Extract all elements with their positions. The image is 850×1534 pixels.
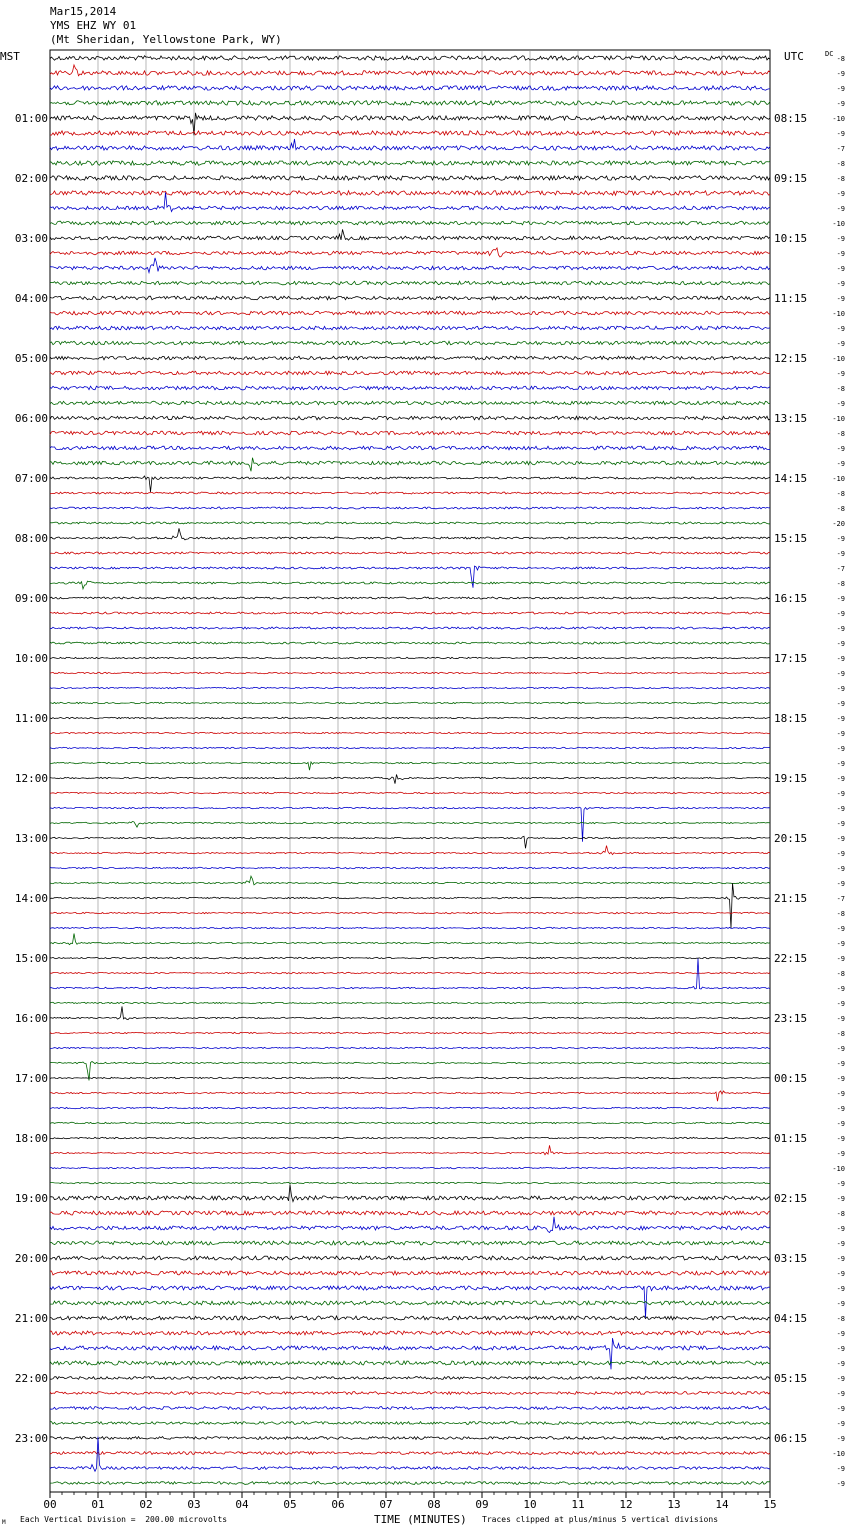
- dc-offset-label: -9: [836, 70, 845, 78]
- dc-offset-label: -9: [836, 535, 845, 543]
- dc-offset-label: -9: [836, 205, 845, 213]
- dc-offset-label: -9: [836, 655, 845, 663]
- mst-hour-label: 15:00: [14, 952, 48, 965]
- utc-hour-label: 11:15: [774, 292, 808, 305]
- seismic-trace-row: [50, 248, 770, 257]
- dc-offset-label: -9: [836, 1000, 845, 1008]
- utc-hour-label: 23:15: [774, 1012, 808, 1025]
- dc-offset-label: -9: [836, 325, 845, 333]
- dc-offset-label: -9: [836, 1420, 845, 1428]
- seismic-trace-row: [50, 762, 770, 770]
- mst-hour-label: 17:00: [14, 1072, 48, 1085]
- x-tick-label: 02: [139, 1498, 153, 1511]
- seismic-trace-row: [50, 1286, 770, 1318]
- mst-hour-label: 20:00: [14, 1252, 48, 1265]
- utc-hour-label: 06:15: [774, 1432, 808, 1445]
- dc-offset-label: -9: [836, 1150, 845, 1158]
- seismic-trace-row: [50, 1301, 770, 1305]
- utc-hour-label: 01:15: [774, 1132, 808, 1145]
- x-tick-label: 15: [763, 1498, 777, 1511]
- plot-frame: [50, 50, 770, 1492]
- seismic-trace-row: [50, 807, 770, 842]
- dc-offset-label: -20: [832, 520, 845, 528]
- dc-offset-label: -9: [836, 1375, 845, 1383]
- seismic-trace-row: [50, 627, 770, 629]
- seismic-trace-row: [50, 792, 770, 793]
- seismic-trace-row: [50, 775, 770, 784]
- mst-hour-label: 03:00: [14, 232, 48, 245]
- dc-offset-label: -9: [836, 295, 845, 303]
- dc-offset-label: -9: [836, 1435, 845, 1443]
- x-tick-label: 12: [619, 1498, 633, 1511]
- seismic-trace-row: [50, 416, 770, 420]
- dc-offset-label: -8: [836, 160, 845, 168]
- dc-header-label: DC: [825, 50, 834, 58]
- dc-offset-label: -8: [836, 55, 845, 63]
- utc-hour-label: 03:15: [774, 1252, 808, 1265]
- dc-offset-label: -7: [836, 565, 845, 573]
- seismic-trace-row: [50, 371, 770, 375]
- seismic-trace-row: [50, 131, 770, 135]
- seismic-trace-row: [50, 1122, 770, 1123]
- mst-hour-label: 01:00: [14, 112, 48, 125]
- mst-hour-label: 19:00: [14, 1192, 48, 1205]
- seismic-trace-row: [50, 912, 770, 913]
- seismic-trace-row: [50, 1107, 770, 1108]
- dc-offset-label: -9: [836, 805, 845, 813]
- dc-offset-label: -9: [836, 100, 845, 108]
- dc-offset-label: -9: [836, 730, 845, 738]
- seismic-trace-row: [50, 1145, 770, 1154]
- dc-offset-label: -9: [836, 985, 845, 993]
- mst-hour-label: 21:00: [14, 1312, 48, 1325]
- mst-hour-label: 14:00: [14, 892, 48, 905]
- seismic-trace-row: [50, 1047, 770, 1048]
- seismic-trace-row: [50, 717, 770, 718]
- dc-offset-label: -9: [836, 1015, 845, 1023]
- dc-offset-label: -9: [836, 1345, 845, 1353]
- utc-hour-label: 19:15: [774, 772, 808, 785]
- mst-hour-label: 16:00: [14, 1012, 48, 1025]
- x-tick-label: 09: [475, 1498, 489, 1511]
- dc-offset-label: -10: [832, 1450, 845, 1458]
- station-location: (Mt Sheridan, Yellowstone Park, WY): [50, 33, 282, 46]
- seismic-trace-row: [50, 161, 770, 165]
- seismic-trace-row: [50, 672, 770, 673]
- utc-hour-label: 12:15: [774, 352, 808, 365]
- utc-hour-label: 21:15: [774, 892, 808, 905]
- dc-offset-label: -8: [836, 1030, 845, 1038]
- dc-offset-label: -9: [836, 820, 845, 828]
- dc-offset-label: -8: [836, 1210, 845, 1218]
- seismic-trace-row: [50, 446, 770, 450]
- dc-offset-label: -9: [836, 1270, 845, 1278]
- seismic-trace-row: [50, 1137, 770, 1138]
- dc-offset-label: -9: [836, 1405, 845, 1413]
- dc-offset-label: -9: [836, 85, 845, 93]
- seismic-trace-row: [50, 101, 770, 105]
- seismic-trace-row: [50, 492, 770, 494]
- x-tick-label: 05: [283, 1498, 297, 1511]
- mst-hour-label: 05:00: [14, 352, 48, 365]
- dc-offset-label: -9: [836, 1225, 845, 1233]
- clip-note: Traces clipped at plus/minus 5 vertical divisions: [482, 1515, 719, 1524]
- vertical-division-note: Each Vertical Division = 200.00 microvolts: [20, 1515, 228, 1524]
- seismic-trace-row: [50, 528, 770, 540]
- dc-offset-label: -8: [836, 1315, 845, 1323]
- seismic-trace-row: [50, 883, 770, 928]
- utc-hour-label: 22:15: [774, 952, 808, 965]
- x-tick-label: 00: [43, 1498, 57, 1511]
- dc-offset-label: -9: [836, 370, 845, 378]
- seismic-trace-row: [50, 221, 770, 225]
- seismic-trace-row: [50, 1006, 770, 1019]
- dc-offset-label: -9: [836, 700, 845, 708]
- dc-offset-label: -9: [836, 925, 845, 933]
- dc-offset-label: -9: [836, 235, 845, 243]
- seismic-trace-row: [50, 65, 770, 76]
- dc-offset-label: -8: [836, 430, 845, 438]
- dc-offset-label: -10: [832, 355, 845, 363]
- utc-hour-label: 18:15: [774, 712, 808, 725]
- dc-offset-label: -9: [836, 685, 845, 693]
- dc-offset-label: -8: [836, 175, 845, 183]
- dc-offset-label: -9: [836, 775, 845, 783]
- dc-offset-label: -9: [836, 880, 845, 888]
- seismic-trace-row: [50, 229, 770, 240]
- seismic-trace-row: [50, 86, 770, 90]
- dc-offset-label: -9: [836, 1075, 845, 1083]
- seismic-trace-row: [50, 934, 770, 945]
- dc-offset-label: -9: [836, 1255, 845, 1263]
- seismic-trace-row: [50, 597, 770, 599]
- seismic-trace-row: [50, 1032, 770, 1033]
- seismic-trace-row: [50, 1316, 770, 1320]
- seismic-trace-row: [50, 566, 770, 588]
- dc-offset-label: -9: [836, 595, 845, 603]
- dc-offset-label: -10: [832, 310, 845, 318]
- utc-hour-label: 10:15: [774, 232, 808, 245]
- dc-offset-label: -9: [836, 1090, 845, 1098]
- seismic-trace-row: [50, 1377, 770, 1380]
- utc-hour-label: 16:15: [774, 592, 808, 605]
- dc-offset-label: -9: [836, 955, 845, 963]
- seismic-trace-row: [50, 821, 770, 827]
- dc-offset-label: -9: [836, 790, 845, 798]
- seismic-trace-row: [50, 507, 770, 509]
- dc-offset-label: -9: [836, 1390, 845, 1398]
- x-tick-label: 14: [715, 1498, 729, 1511]
- dc-offset-label: -9: [836, 1330, 845, 1338]
- x-tick-label: 01: [91, 1498, 105, 1511]
- seismic-trace-row: [50, 1437, 770, 1440]
- seismic-trace-row: [50, 1407, 770, 1410]
- dc-offset-label: -9: [836, 745, 845, 753]
- dc-offset-label: -9: [836, 1105, 845, 1113]
- utc-hour-label: 14:15: [774, 472, 808, 485]
- seismic-trace-row: [50, 431, 770, 435]
- seismic-trace-row: [50, 326, 770, 330]
- mst-hour-label: 11:00: [14, 712, 48, 725]
- dc-offset-label: -9: [836, 850, 845, 858]
- dc-offset-label: -7: [836, 895, 845, 903]
- dc-offset-label: -9: [836, 835, 845, 843]
- x-tick-label: 10: [523, 1498, 537, 1511]
- mst-hour-label: 23:00: [14, 1432, 48, 1445]
- seismic-trace-row: [50, 1185, 770, 1202]
- mst-hour-label: 04:00: [14, 292, 48, 305]
- seismic-trace-row: [50, 522, 770, 524]
- dc-offset-label: -9: [836, 550, 845, 558]
- seismic-trace-row: [50, 1452, 770, 1455]
- seismic-trace-row: [50, 386, 770, 390]
- seismic-trace-row: [50, 1211, 770, 1215]
- seismic-trace-row: [50, 552, 770, 554]
- dc-offset-label: -8: [836, 970, 845, 978]
- dc-offset-label: -9: [836, 400, 845, 408]
- dc-offset-label: -9: [836, 940, 845, 948]
- mst-hour-label: 02:00: [14, 172, 48, 185]
- dc-offset-label: -9: [836, 445, 845, 453]
- x-axis-label: TIME (MINUTES): [374, 1513, 467, 1526]
- dc-offset-label: -9: [836, 1480, 845, 1488]
- utc-hour-label: 08:15: [774, 112, 808, 125]
- left-axis-label: MST: [0, 50, 20, 63]
- station-code: YMS EHZ WY 01: [50, 19, 137, 32]
- dc-offset-label: -9: [836, 1285, 845, 1293]
- x-tick-label: 04: [235, 1498, 249, 1511]
- dc-offset-label: -9: [836, 865, 845, 873]
- dc-offset-label: -9: [836, 340, 845, 348]
- seismic-trace-row: [50, 747, 770, 748]
- seismic-trace-row: [50, 732, 770, 733]
- plot-date: Mar15,2014: [50, 5, 117, 18]
- dc-offset-label: -10: [832, 415, 845, 423]
- seismic-trace-row: [50, 1217, 770, 1233]
- dc-offset-label: -7: [836, 145, 845, 153]
- seismic-trace-row: [50, 476, 770, 492]
- dc-offset-label: -9: [836, 130, 845, 138]
- x-tick-label: 08: [427, 1498, 441, 1511]
- dc-offset-label: -9: [836, 1120, 845, 1128]
- seismic-trace-row: [50, 191, 770, 195]
- dc-offset-label: -9: [836, 1135, 845, 1143]
- seismic-trace-row: [50, 176, 770, 180]
- utc-hour-label: 17:15: [774, 652, 808, 665]
- dc-offset-label: -9: [836, 1195, 845, 1203]
- mst-hour-label: 08:00: [14, 532, 48, 545]
- dc-offset-label: -10: [832, 115, 845, 123]
- utc-hour-label: 09:15: [774, 172, 808, 185]
- dc-offset-label: -9: [836, 1045, 845, 1053]
- seismic-trace-row: [50, 458, 770, 472]
- dc-offset-label: -9: [836, 1360, 845, 1368]
- dc-offset-label: -8: [836, 505, 845, 513]
- mst-hour-label: 09:00: [14, 592, 48, 605]
- utc-hour-label: 15:15: [774, 532, 808, 545]
- seismic-trace-row: [50, 1256, 770, 1260]
- seismic-trace-row: [50, 1482, 770, 1485]
- mst-hour-label: 07:00: [14, 472, 48, 485]
- dc-offset-label: -8: [836, 385, 845, 393]
- utc-hour-label: 04:15: [774, 1312, 808, 1325]
- dc-offset-label: -8: [836, 580, 845, 588]
- utc-hour-label: 20:15: [774, 832, 808, 845]
- utc-hour-label: 00:15: [774, 1072, 808, 1085]
- seismic-trace-row: [50, 356, 770, 360]
- seismic-trace-row: [50, 1091, 770, 1101]
- x-tick-label: 06: [331, 1498, 345, 1511]
- mst-hour-label: 22:00: [14, 1372, 48, 1385]
- seismic-trace-row: [50, 401, 770, 405]
- seismic-trace-row: [50, 927, 770, 928]
- seismic-trace-row: [50, 612, 770, 614]
- seismic-trace-row: [50, 972, 770, 973]
- mst-hour-label: 12:00: [14, 772, 48, 785]
- dc-offset-label: -9: [836, 625, 845, 633]
- seismic-trace-row: [50, 1361, 770, 1365]
- seismic-trace-row: [50, 1182, 770, 1183]
- seismic-trace-row: [50, 258, 770, 273]
- dc-offset-label: -9: [836, 1060, 845, 1068]
- seismic-trace-row: [50, 1167, 770, 1168]
- utc-hour-label: 13:15: [774, 412, 808, 425]
- seismic-trace-row: [50, 687, 770, 688]
- dc-offset-label: -10: [832, 1165, 845, 1173]
- x-tick-label: 13: [667, 1498, 681, 1511]
- seismic-trace-row: [50, 1392, 770, 1395]
- dc-offset-label: -9: [836, 1300, 845, 1308]
- dc-offset-label: -9: [836, 250, 845, 258]
- dc-offset-label: -9: [836, 460, 845, 468]
- seismic-trace-row: [50, 957, 770, 958]
- mst-hour-label: 06:00: [14, 412, 48, 425]
- dc-offset-label: -9: [836, 1240, 845, 1248]
- seismic-trace-row: [50, 341, 770, 345]
- dc-offset-label: -9: [836, 640, 845, 648]
- seismic-trace-row: [50, 1241, 770, 1245]
- seismic-trace-row: [50, 846, 770, 855]
- dc-offset-label: -9: [836, 670, 845, 678]
- dc-offset-label: -9: [836, 715, 845, 723]
- seismic-trace-row: [50, 1077, 770, 1078]
- dc-offset-label: -9: [836, 760, 845, 768]
- seismic-trace-row: [50, 56, 770, 60]
- dc-offset-label: -9: [836, 1180, 845, 1188]
- dc-offset-label: -10: [832, 220, 845, 228]
- seismic-trace-row: [50, 1331, 770, 1335]
- seismic-trace-row: [50, 1422, 770, 1425]
- dc-offset-label: -8: [836, 910, 845, 918]
- seismic-trace-row: [50, 867, 770, 868]
- seismic-trace-row: [50, 311, 770, 315]
- seismic-trace-row: [50, 581, 770, 589]
- dc-offset-label: -8: [836, 490, 845, 498]
- dc-offset-label: -9: [836, 1465, 845, 1473]
- right-axis-label: UTC: [784, 50, 804, 63]
- utc-hour-label: 05:15: [774, 1372, 808, 1385]
- seismic-trace-row: [50, 1271, 770, 1275]
- dc-offset-label: -9: [836, 265, 845, 273]
- seismic-trace-row: [50, 1002, 770, 1003]
- x-tick-label: 03: [187, 1498, 201, 1511]
- x-tick-label: 11: [571, 1498, 585, 1511]
- mst-hour-label: 10:00: [14, 652, 48, 665]
- seismic-trace-row: [50, 876, 770, 885]
- x-tick-label: 07: [379, 1498, 393, 1511]
- seismic-trace-row: [50, 836, 770, 848]
- seismic-trace-row: [50, 657, 770, 658]
- dc-offset-label: -9: [836, 280, 845, 288]
- mst-hour-label: 18:00: [14, 1132, 48, 1145]
- seismic-trace-row: [50, 139, 770, 150]
- dc-offset-label: -9: [836, 610, 845, 618]
- dc-offset-label: -9: [836, 190, 845, 198]
- corner-mark: M: [2, 1519, 6, 1526]
- seismic-trace-row: [50, 281, 770, 285]
- mst-hour-label: 13:00: [14, 832, 48, 845]
- dc-offset-label: -10: [832, 475, 845, 483]
- seismic-trace-row: [50, 296, 770, 300]
- seismic-trace-row: [50, 642, 770, 644]
- seismic-trace-row: [50, 702, 770, 703]
- utc-hour-label: 02:15: [774, 1192, 808, 1205]
